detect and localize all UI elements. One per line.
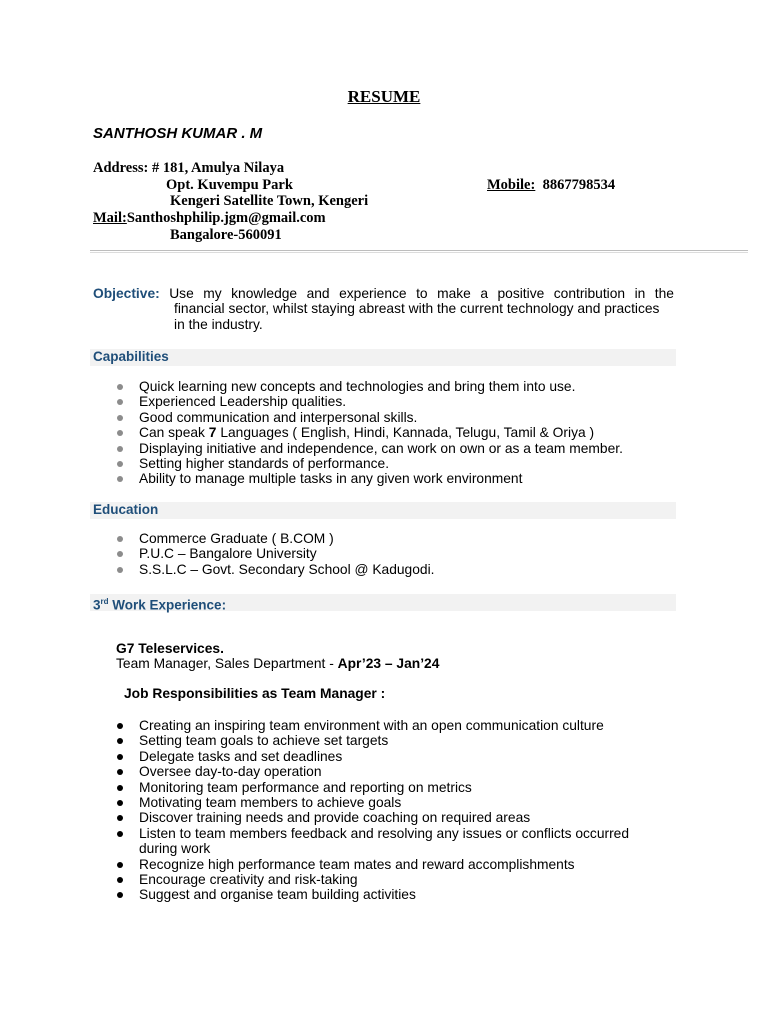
list-item: Encourage creativity and risk-taking	[93, 872, 659, 887]
list-item: Commerce Graduate ( B.COM )	[93, 531, 434, 546]
address-line-3: Kengeri Satellite Town, Kengeri	[170, 193, 369, 209]
education-list	[93, 531, 434, 577]
resume-title: RESUME	[347, 87, 421, 106]
list-item: Delegate tasks and set deadlines	[93, 749, 659, 764]
list-item: Setting team goals to achieve set targets	[93, 733, 659, 748]
responsibilities-title: Job Responsibilities as Team Manager :	[124, 686, 386, 701]
experience-heading-number: 3	[93, 597, 101, 613]
address-line-2: Opt. Kuvempu Park	[166, 177, 293, 193]
role-line	[116, 656, 439, 671]
list-item: Good communication and interpersonal skills.	[93, 410, 623, 425]
mail-block	[93, 210, 326, 227]
list-item: Experienced Leadership qualities.	[93, 394, 623, 409]
list-item: Monitoring team performance and reporting on metrics	[93, 780, 659, 795]
list-item: Quick learning new concepts and technologies and bring them into use.	[93, 379, 623, 394]
mobile-label: Mobile:	[487, 177, 536, 193]
objective-line-2: financial sector, whilst staying abreast with the current technology and practices	[174, 301, 660, 317]
capabilities-list	[93, 379, 623, 487]
list-item: Motivating team members to achieve goals	[93, 795, 659, 810]
objective-text-1: Use my knowledge and experience to make a positive contribution in the	[169, 286, 674, 301]
mobile-block	[487, 177, 615, 194]
list-item: Ability to manage multiple tasks in any given work environment	[93, 471, 623, 486]
address-line-1	[93, 160, 284, 177]
list-item: Suggest and organise team building activities	[93, 887, 659, 902]
role-title: Team Manager, Sales Department -	[116, 656, 338, 671]
list-item: Displaying initiative and independence, can work on own or as a team member.	[93, 441, 623, 456]
list-item: Creating an inspiring team environment with an open communication culture	[93, 718, 659, 733]
header-divider	[90, 250, 748, 253]
list-item: P.U.C – Bangalore University	[93, 546, 434, 561]
list-item-languages	[93, 425, 623, 440]
address-label: Address:	[93, 160, 149, 176]
objective-section	[93, 286, 674, 332]
languages-prefix: Can speak	[139, 425, 209, 441]
address-line-4: Bangalore-560091	[170, 227, 282, 243]
address-line1-value: # 181, Amulya Nilaya	[151, 160, 285, 176]
role-period: Apr’23 – Jan’24	[337, 656, 440, 671]
languages-count: 7	[208, 425, 217, 441]
mail-label: Mail:	[93, 210, 127, 226]
list-item: S.S.L.C – Govt. Secondary School @ Kadugodi.	[93, 562, 434, 577]
experience-heading	[93, 593, 226, 614]
mail-address: Santhoshphilip.jgm@gmail.com	[126, 210, 326, 226]
education-heading-bar	[90, 502, 676, 519]
capabilities-heading: Capabilities	[93, 349, 169, 364]
languages-suffix: Languages ( English, Hindi, Kannada, Telugu, Tamil & Oriya )	[216, 425, 595, 441]
education-heading: Education	[93, 502, 159, 517]
capabilities-heading-bar	[90, 349, 676, 366]
list-item: Recognize high performance team mates and reward accomplishments	[93, 857, 659, 872]
objective-line-3: in the industry.	[174, 316, 263, 332]
objective-label: Objective:	[93, 286, 160, 301]
responsibilities-list	[93, 718, 659, 903]
list-item: Listen to team members feedback and resolving any issues or conflicts occurred during work	[93, 826, 659, 857]
mobile-number: 8867798534	[542, 177, 616, 193]
list-item: Discover training needs and provide coaching on required areas	[93, 810, 659, 825]
experience-heading-suffix: rd	[100, 597, 109, 606]
company-name: G7 Teleservices.	[116, 641, 224, 656]
list-item: Setting higher standards of performance.	[93, 456, 623, 471]
experience-heading-text: Work Experience:	[108, 597, 227, 613]
list-item: Oversee day-to-day operation	[93, 764, 659, 779]
objective-line-1	[93, 286, 674, 301]
candidate-name: SANTHOSH KUMAR . M	[93, 125, 263, 142]
